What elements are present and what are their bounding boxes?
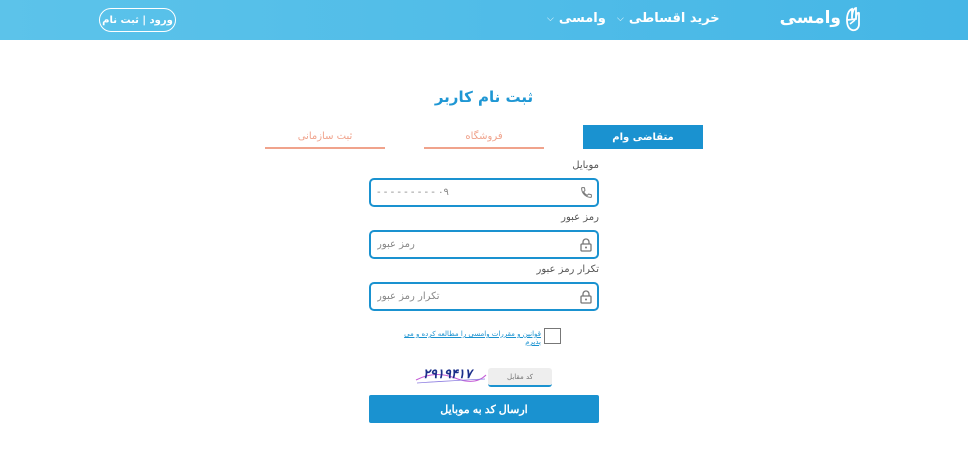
tab-organizational[interactable]: ثبت سازمانی [265,125,385,149]
page-title: ثبت نام کاربر [434,88,534,106]
password-input[interactable] [371,232,575,257]
chevron-down-icon: ⌵ [617,13,624,24]
terms-link[interactable]: قوانین و مقررات وامسی را مطالعه کرده و می پذیرم [404,330,541,346]
logo[interactable] [779,6,863,34]
logo-hand-icon [843,6,863,32]
lock-icon [575,284,597,309]
login-register-button[interactable]: ورود | ثبت نام [99,8,176,32]
mobile-field [369,178,599,207]
top-header [0,0,968,40]
nav-vamsi[interactable] [547,11,606,26]
nav-installment[interactable] [617,11,720,26]
password-repeat-label: تکرار رمز عبور [536,264,599,275]
nav-installment-label: خرید اقساطی [628,11,720,26]
captcha-text: ۲۹۱۹۴۱۷ [423,367,472,382]
tab-store[interactable]: فروشگاه [424,125,544,149]
captcha-image [415,366,487,386]
mobile-label: موبایل [572,160,599,171]
send-code-button[interactable]: ارسال کد به موبایل [369,395,599,423]
lock-icon [575,232,597,257]
phone-icon [575,180,597,205]
captcha-input[interactable] [488,368,552,387]
password-label: رمز عبور [561,212,599,223]
password-field [369,230,599,259]
password-repeat-field [369,282,599,311]
terms-checkbox[interactable] [544,328,561,344]
tab-loan-applicant[interactable]: متقاضی وام [583,125,703,149]
mobile-input[interactable] [371,180,575,205]
logo-text: وامسی [779,8,841,28]
chevron-down-icon: ⌵ [547,13,554,24]
password-repeat-input[interactable] [371,284,575,309]
nav-vamsi-label: وامسی [558,11,606,26]
